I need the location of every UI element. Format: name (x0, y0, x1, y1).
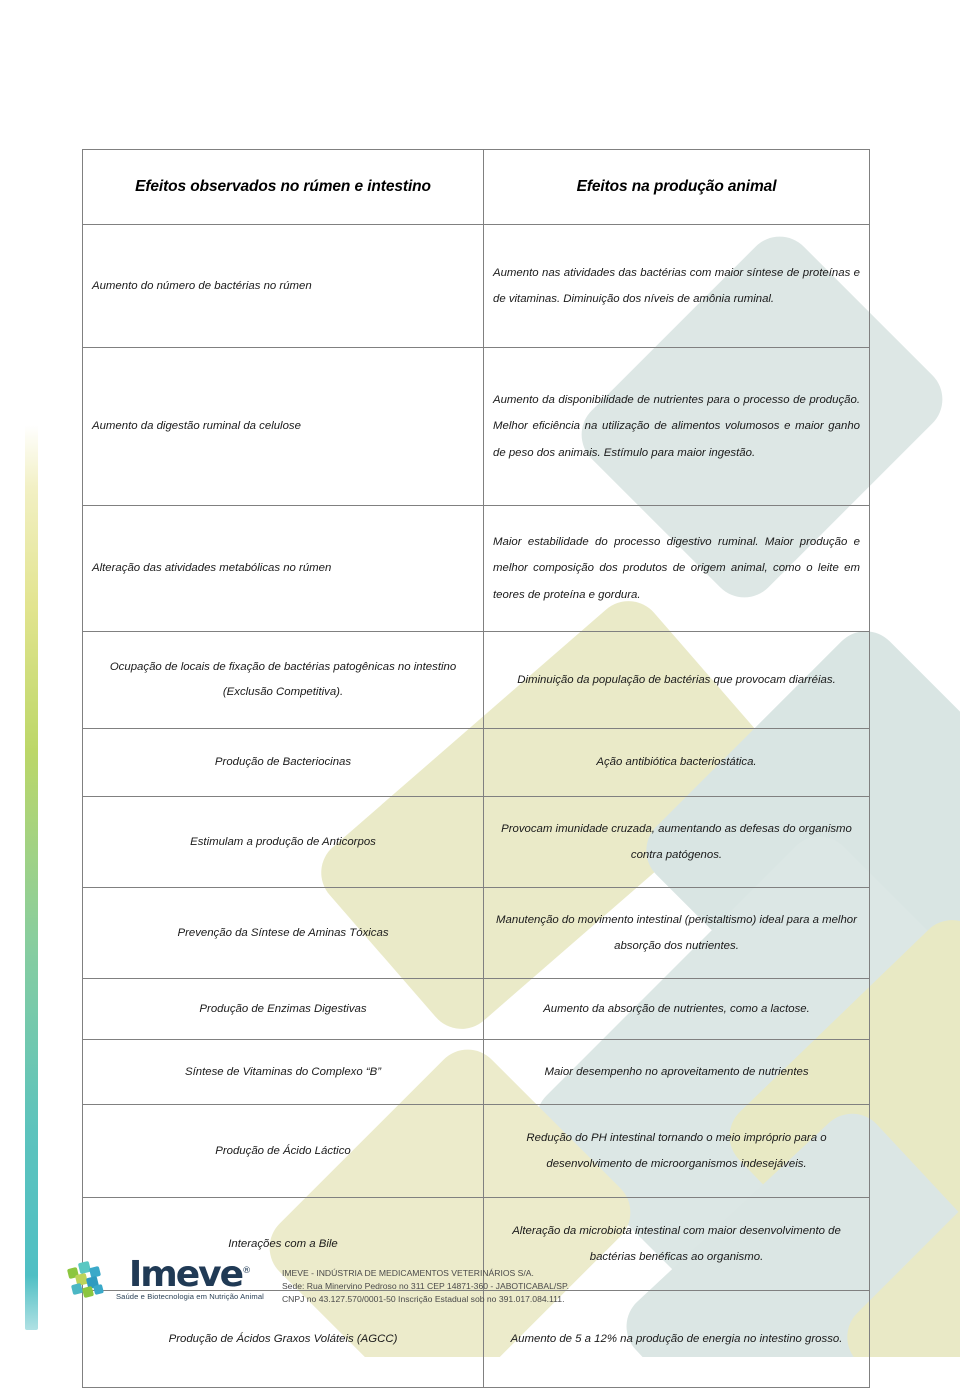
table-row (83, 632, 870, 729)
company-address-line: Sede: Rua Minervino Pedroso no 311 CEP 14871-360 - JABOTICABAL/SP. (281, 1281, 570, 1292)
page-footer (66, 1254, 570, 1306)
cell-production: Aumento da disponibilidade de nutrientes para o processo de produção. Melhor eficiência na utilização de alimentos volumosos e maior ganho de peso dos animais. Estímulo para maior ingestão. (484, 348, 870, 506)
cell-production: Diminuição da população de bactérias que provocam diarréias. (484, 632, 870, 729)
company-name-line: IMEVE - INDÚSTRIA DE MEDICAMENTOS VETERINÁRIOS S/A. (281, 1268, 534, 1278)
column-header-effects-observed: Efeitos observados no rúmen e intestino (83, 150, 484, 225)
table-row (83, 797, 870, 888)
table-row (83, 1040, 870, 1105)
cell-production: Maior desempenho no aproveitamento de nutrientes (484, 1040, 870, 1105)
imeve-wordmark (116, 1254, 264, 1302)
cell-effect: Ocupação de locais de fixação de bactérias patogênicas no intestino (Exclusão Competitiva). (83, 632, 484, 729)
cell-effect: Alteração das atividades metabólicas no rúmen (83, 506, 484, 632)
cell-production: Alteração da microbiota intestinal com maior desenvolvimento de bactérias benéficas ao organismo. (484, 1198, 870, 1291)
cell-effect: Aumento da digestão ruminal da celulose (83, 348, 484, 506)
cell-effect: Síntese de Vitaminas do Complexo “B” (83, 1040, 484, 1105)
table-row (83, 1105, 870, 1198)
imeve-logo-tagline: Saúde e Biotecnologia em Nutrição Animal (116, 1292, 264, 1302)
left-accent-bar (25, 425, 38, 1330)
cell-production: Redução do PH intestinal tornando o meio impróprio para o desenvolvimento de microorganismos indesejáveis. (484, 1105, 870, 1198)
cell-effect: Produção de Ácido Láctico (83, 1105, 484, 1198)
table-row (83, 225, 870, 348)
cell-effect: Produção de Ácidos Graxos Voláteis (AGCC) (83, 1291, 484, 1388)
cell-effect: Prevenção da Síntese de Aminas Tóxicas (83, 888, 484, 979)
cell-production: Aumento de 5 a 12% na produção de energia no intestino grosso. (484, 1291, 870, 1388)
table-row (83, 979, 870, 1040)
cell-effect: Interações com a Bile (83, 1198, 484, 1291)
table-row (83, 729, 870, 797)
imeve-logo (66, 1254, 264, 1302)
cell-production: Provocam imunidade cruzada, aumentando as defesas do organismo contra patógenos. (484, 797, 870, 888)
cell-production: Manutenção do movimento intestinal (peristaltismo) ideal para a melhor absorção dos nutrientes. (484, 888, 870, 979)
registered-trademark-icon: ® (242, 1266, 252, 1276)
cell-production: Aumento da absorção de nutrientes, como a lactose. (484, 979, 870, 1040)
table-row (83, 348, 870, 506)
company-registration-line: CNPJ no 43.127.570/0001-50 Inscrição Estadual sob no 391.017.084.111. (281, 1294, 565, 1305)
cell-production: Ação antibiótica bacteriostática. (484, 729, 870, 797)
imeve-logo-squares-icon (66, 1260, 110, 1300)
cell-effect: Produção de Enzimas Digestivas (83, 979, 484, 1040)
cell-production: Aumento nas atividades das bactérias com maior síntese de proteínas e de vitaminas. Diminuição dos níveis de amônia ruminal. (484, 225, 870, 348)
effects-table-container (82, 149, 869, 1388)
cell-effect: Aumento do número de bactérias no rúmen (83, 225, 484, 348)
cell-effect: Estimulam a produção de Anticorpos (83, 797, 484, 888)
column-header-production-effects: Efeitos na produção animal (484, 150, 870, 225)
imeve-logo-word-text: Imeve (128, 1254, 243, 1295)
table-row (83, 888, 870, 979)
company-contact-info (282, 1267, 569, 1306)
imeve-logo-word (128, 1254, 252, 1295)
table-header-row (83, 150, 870, 225)
effects-table (82, 149, 870, 1388)
table-row (83, 506, 870, 632)
cell-effect: Produção de Bacteriocinas (83, 729, 484, 797)
cell-production: Maior estabilidade do processo digestivo ruminal. Maior produção e melhor composição dos produtos de origem animal, como o leite em teores de proteína e gordura. (484, 506, 870, 632)
